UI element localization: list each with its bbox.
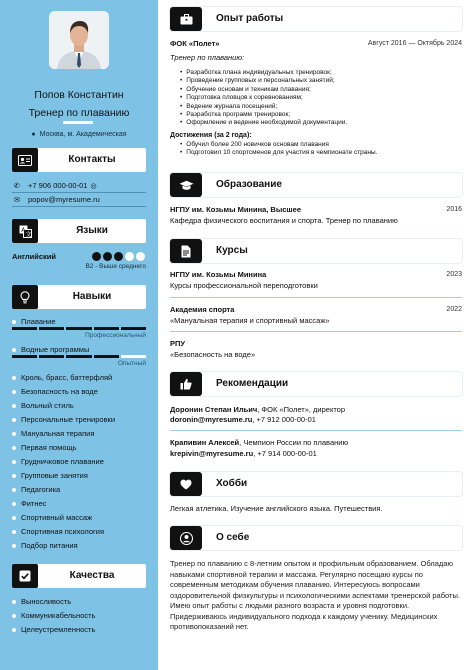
bullet: [12, 404, 16, 408]
phone-row[interactable]: [14, 181, 97, 190]
skill-item: [12, 345, 89, 354]
skill-level-label: Профессиональный: [85, 332, 146, 339]
candidate-name: [0, 89, 158, 120]
email-row[interactable]: [14, 195, 100, 204]
bullet: [12, 502, 16, 506]
language-level-dots: [92, 252, 145, 261]
phone-icon: ✆: [14, 182, 20, 190]
quality-label: Целеустремленность: [21, 625, 96, 634]
course-name: НГПУ им. Козьмы Минина: [170, 270, 267, 279]
bullet: [12, 376, 16, 380]
bullet: [12, 418, 16, 422]
employment-dates: Август 2016 — Октябрь 2024: [367, 40, 462, 47]
bullet: [12, 516, 16, 520]
location-text: Москва, м. Академическая: [39, 131, 127, 138]
recommendations-heading: [170, 372, 462, 396]
skill-label: Групповые занятия: [21, 471, 88, 480]
recommender-name: Доронин Степан Ильич: [170, 405, 258, 414]
skill-label: Подбор питания: [21, 541, 78, 550]
course-name: Академия спорта: [170, 305, 235, 314]
skill-item: [12, 317, 56, 326]
level-dot-empty: [125, 252, 134, 261]
checkbox-icon: [12, 564, 38, 588]
graduation-cap-icon: [170, 173, 202, 197]
skill-item: [12, 457, 104, 466]
recommender-email[interactable]: doronin@myresume.ru: [170, 415, 253, 424]
skill-item: [12, 443, 77, 452]
bullet: [12, 320, 16, 324]
level-dot-empty: [136, 252, 145, 261]
recommendation-divider: [170, 430, 462, 431]
skills-heading: [12, 285, 146, 309]
recommender-role: , ФОК «Полет», директор: [257, 405, 346, 414]
hobbies-title: Хобби: [216, 478, 248, 489]
about-text: Тренер по плаванию с 8-летним опытом и профильным образованием. Обладаю навыками спортивной терапии и массажа. Регулярно посещаю курсы по современным методикам обучения плаванию. Интересуюсь вопросами оздоровительной физкультуры и психологическими аспектами тренерской работы. Имею опыт работы с людьми разного возраста и уровня подготовки. Придерживаюсь индивидуального подхода к каждому ученику. Медицинских противопоказаний нет.: [170, 559, 460, 631]
quality-item: [12, 625, 95, 634]
candidate-position: Тренер по плаванию: [28, 107, 130, 119]
job-position: Тренер по плаванию:: [170, 53, 245, 62]
skill-item: [12, 527, 104, 536]
course-year: 2022: [446, 306, 462, 313]
recommender-email[interactable]: krepivin@myresume.ru: [170, 449, 254, 458]
bullet: [12, 432, 16, 436]
contacts-divider: [12, 206, 146, 207]
heart-icon: [170, 472, 202, 496]
skill-item: [12, 541, 78, 550]
duty-item: • Ведение журнала посещений;: [180, 103, 347, 111]
achievements-list: [180, 141, 377, 158]
education-heading: [170, 173, 462, 197]
bullet: [12, 628, 16, 632]
skill-label: Плавание: [21, 317, 56, 326]
institution-name: НГПУ им. Козьмы Минина, Высшее: [170, 205, 302, 214]
recommender-name: Крапивин Алексей: [170, 438, 240, 447]
bullet: [12, 544, 16, 548]
education-detail: Кафедра физического воспитания и спорта. Тренер по плаванию: [170, 216, 398, 225]
contact-card-icon: [12, 148, 38, 172]
skill-label: Безопасность на воде: [21, 387, 98, 396]
language-name: Английский: [12, 252, 57, 261]
envelope-icon: ✉: [14, 196, 20, 204]
quality-item: [12, 611, 95, 620]
duty-item: • Разработка плана индивидуальных тренировок;: [180, 69, 347, 77]
skill-label: Кроль, брасс, баттерфляй: [21, 373, 113, 382]
whatsapp-icon: ◎: [90, 182, 97, 190]
skill-item: [12, 401, 74, 410]
skill-label: Первая помощь: [21, 443, 77, 452]
translate-icon: [12, 219, 38, 243]
recommender-role: , Чемпион России по плаванию: [239, 438, 349, 447]
duty-item: • Разработка программ тренировок;: [180, 111, 347, 119]
experience-heading: [170, 7, 462, 31]
profile-photo: [49, 11, 109, 69]
recommender-phone[interactable]: , +7 912 000-00-01: [252, 415, 316, 424]
education-year: 2016: [446, 206, 462, 213]
level-dot-filled: [92, 252, 101, 261]
contacts-title: Контакты: [68, 154, 116, 165]
skills-title: Навыки: [72, 291, 112, 302]
about-heading: [170, 526, 462, 550]
course-year: 2023: [446, 271, 462, 278]
skill-level-bar: [12, 327, 146, 330]
bullet: [12, 460, 16, 464]
skill-item: [12, 429, 94, 438]
course-name: РПУ: [170, 339, 186, 348]
experience-title: Опыт работы: [216, 13, 284, 24]
sidebar: [0, 0, 158, 670]
duty-item: • Обучение основам и техникам плавания;: [180, 86, 347, 94]
education-title: Образование: [216, 179, 282, 190]
skill-label: Вольный стиль: [21, 401, 74, 410]
company-name: ФОК «Полет»: [170, 39, 220, 48]
email-address[interactable]: popov@myresume.ru: [28, 195, 100, 204]
qualities-heading: [12, 564, 146, 588]
location: [0, 131, 158, 138]
location-pin-icon: ●: [31, 131, 36, 138]
courses-title: Курсы: [216, 245, 248, 256]
bullet: [12, 348, 16, 352]
recommendation-person-row: [170, 405, 345, 415]
level-dot-filled: [114, 252, 123, 261]
hobbies-text: Легкая атлетика. Изучение английского языка. Путешествия.: [170, 504, 383, 513]
course-detail: «Безопасность на воде»: [170, 350, 256, 359]
skill-item: [12, 513, 92, 522]
language-level: B2 - Выше среднего: [85, 263, 146, 270]
candidate-fullname: Попов Константин: [34, 89, 124, 101]
course-detail: «Мануальная терапия и спортивный массаж»: [170, 316, 330, 325]
skill-label: Спортивная психология: [21, 527, 105, 536]
achievement-item: • Обучил более 200 новичков основам плавания: [180, 141, 377, 149]
bullet: [12, 614, 16, 618]
skill-item: [12, 485, 60, 494]
skill-label: Фитнес: [21, 499, 47, 508]
skill-item: [12, 471, 88, 480]
languages-title: Языки: [76, 225, 108, 236]
duty-item: • Оформление и ведение необходимой документации.: [180, 119, 347, 127]
name-underline: [63, 121, 93, 124]
courses-heading: [170, 239, 462, 263]
qualities-title: Качества: [69, 570, 115, 581]
quality-label: Выносливость: [21, 597, 72, 606]
course-detail: Курсы профессиональной переподготовки: [170, 281, 318, 290]
thumbs-up-icon: [170, 372, 202, 396]
achievement-item: • Подготовил 10 спортсменов для участия в чемпионате страны.: [180, 149, 377, 157]
skill-label: Мануальная терапия: [21, 429, 95, 438]
languages-heading: [12, 219, 146, 243]
hobbies-heading: [170, 472, 462, 496]
duty-item: • Подготовка пловцов к соревнованиям;: [180, 94, 347, 102]
skill-label: Водные программы: [21, 345, 90, 354]
skill-label: Спортивный массаж: [21, 513, 93, 522]
phone-number[interactable]: +7 906 000-00-01: [28, 181, 88, 190]
bullet: [12, 600, 16, 604]
skill-label: Персональные тренировки: [21, 415, 116, 424]
recommender-phone[interactable]: , +7 914 000-00-01: [253, 449, 317, 458]
quality-item: [12, 597, 71, 606]
document-icon: [170, 239, 202, 263]
duty-item: • Проведение групповых и персональных занятий;: [180, 77, 347, 85]
level-dot-filled: [103, 252, 112, 261]
bullet: [12, 530, 16, 534]
bullet: [12, 474, 16, 478]
briefcase-icon: [170, 7, 202, 31]
skill-label: Педагогика: [21, 485, 61, 494]
person-circle-icon: [170, 526, 202, 550]
skill-item: [12, 499, 46, 508]
recommendation-contact-row: [170, 449, 317, 459]
svg-text:A: A: [20, 226, 25, 234]
skill-item: [12, 387, 98, 396]
course-divider: [170, 297, 462, 298]
quality-label: Коммуникабельность: [21, 611, 96, 620]
skill-item: [12, 373, 112, 382]
bullet: [12, 390, 16, 394]
recommendation-person-row: [170, 438, 348, 448]
achievements-title: Достижения (за 2 года):: [170, 132, 252, 139]
contacts-heading: [12, 148, 146, 172]
lightbulb-icon: [12, 285, 38, 309]
skill-label: Грудничковое плавание: [21, 457, 104, 466]
svg-text:文: 文: [25, 231, 32, 238]
course-divider: [170, 331, 462, 332]
duties-list: [180, 69, 347, 128]
skill-item: [12, 415, 115, 424]
contacts-divider: [12, 192, 146, 193]
skill-level-bar: [12, 355, 146, 358]
bullet: [12, 446, 16, 450]
bullet: [12, 488, 16, 492]
recommendations-title: Рекомендации: [216, 378, 289, 389]
about-title: О себе: [216, 532, 250, 543]
recommendation-contact-row: [170, 415, 316, 425]
skill-level-label: Опытный: [117, 360, 146, 367]
